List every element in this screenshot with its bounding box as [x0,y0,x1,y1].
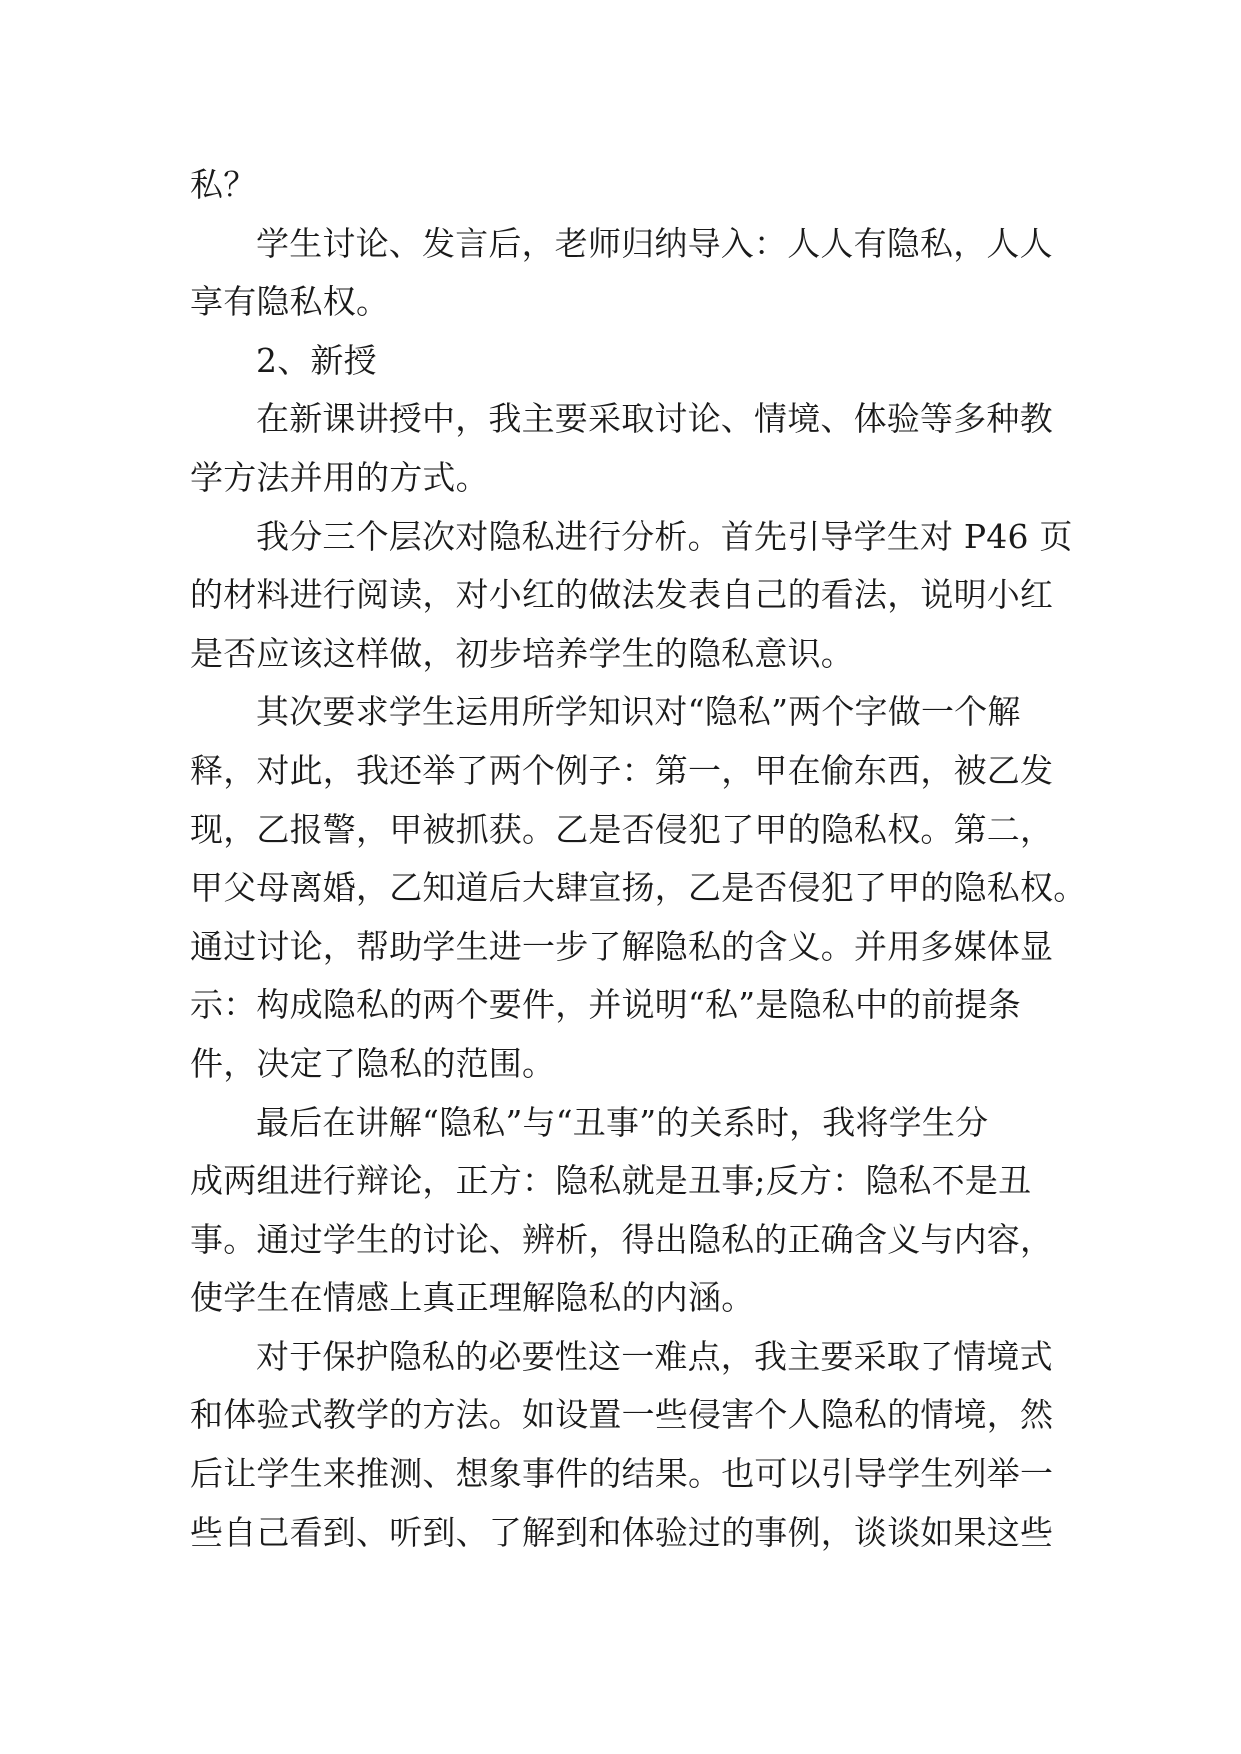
paragraph [190,1328,1070,1562]
section-heading [190,332,1070,391]
text-line: 示：构成隐私的两个要件，并说明“私”是隐私中的前提条 [190,985,1021,1025]
text-line: 使学生在情感上真正理解隐私的内涵。 [190,1278,755,1318]
text-line: 最后在讲解“隐私”与“丑事”的关系时，我将学生分 [256,1102,989,1142]
text-line: 的材料进行阅读，对小红的做法发表自己的看法，说明小红 [190,575,1054,615]
text-line: 和体验式教学的方法。如设置一些侵害个人隐私的情境，然 [190,1395,1054,1435]
text-line: 我分三个层次对隐私进行分析。首先引导学生对 P46 页 [256,516,1073,556]
text-line: 是否应该这样做，初步培养学生的隐私意识。 [190,633,854,673]
text-line: 私？ [190,165,257,204]
text-line: 后让学生来推测、想象事件的结果。也可以引导学生列举一 [190,1454,1054,1494]
text-line: 甲父母离婚，乙知道后大肆宣扬，乙是否侵犯了甲的隐私权。 [190,868,1087,908]
text-line: 享有隐私权。 [190,282,390,322]
text-line: 其次要求学生运用所学知识对“隐私”两个字做一个解 [256,692,1021,732]
text-line: 事。通过学生的讨论、辨析，得出隐私的正确含义与内容， [190,1219,1054,1259]
text-line: 释，对此，我还举了两个例子：第一，甲在偷东西，被乙发 [190,750,1054,790]
paragraph [190,683,1087,1093]
paragraph [190,508,1073,684]
text-line: 成两组进行辩论，正方：隐私就是丑事;反方：隐私不是丑 [190,1161,1032,1201]
text-line: 在新课讲授中，我主要采取讨论、情境、体验等多种教 [256,399,1053,439]
text-line: 学生讨论、发言后，老师归纳导入：人人有隐私，人人 [256,223,1053,263]
document-body [190,156,1087,1562]
text-line: 对于保护隐私的必要性这一难点，我主要采取了情境式 [256,1336,1053,1376]
text-line: 些自己看到、听到、了解到和体验过的事例，谈谈如果这些 [190,1512,1054,1552]
paragraph [190,156,1070,215]
text-line: 2、新授 [256,340,377,380]
text-line: 件，决定了隐私的范围。 [190,1043,556,1083]
text-line: 学方法并用的方式。 [190,457,489,497]
paragraph [190,215,1070,332]
text-line: 现，乙报警，甲被抓获。乙是否侵犯了甲的隐私权。第二， [190,809,1054,849]
paragraph [190,390,1070,507]
paragraph [190,1094,1070,1328]
text-line: 通过讨论，帮助学生进一步了解隐私的含义。并用多媒体显 [190,926,1054,966]
